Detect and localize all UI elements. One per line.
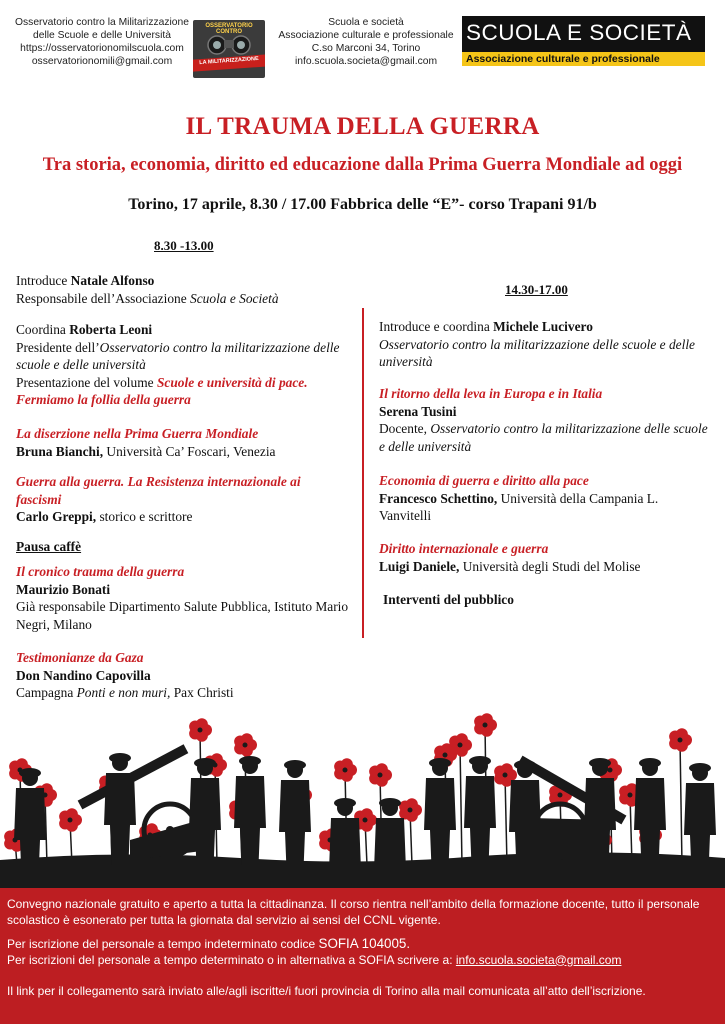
book-prefix: Presentazione del volume bbox=[16, 374, 157, 390]
footer-link-note: Il link per il collegamento sarà inviato alle/agli iscritte/i fuori provincia di Torino alla mail comunicata all’atto dell’iscrizione. bbox=[7, 984, 646, 998]
logo-name: SCUOLA E SOCIETÀ bbox=[466, 20, 692, 45]
logo-tagline: Associazione culturale e professionale bbox=[466, 53, 660, 65]
talk-title: Diritto internazionale e guerra bbox=[379, 541, 549, 556]
talk-title: Guerra alla guerra. La Resistenza internazionale ai fascismi bbox=[16, 474, 301, 507]
talk-affiliation: Università della Campania L. Vanvitelli bbox=[379, 490, 659, 523]
footer-info: Convegno nazionale gratuito e aperto a tutta la cittadinanza. Il corso rientra nell’ambito della formazione docente, tutto il personale scolastico è esonerato per tutta la giornata dal servizio ai sensi del CCNL vigente. bbox=[7, 897, 700, 927]
talk-item bbox=[16, 563, 351, 633]
coord-role-observatory: Osservatorio contro la militarizzazione delle scuole e delle università bbox=[16, 339, 340, 372]
talk-title: Economia di guerra e diritto alla pace bbox=[379, 473, 589, 488]
aff-prefix: Docente, bbox=[379, 421, 431, 436]
talk-speaker: Carlo Greppi, bbox=[16, 509, 97, 524]
sofia-prefix: Per iscrizione del personale a tempo indeterminato codice bbox=[7, 937, 319, 951]
intro-prefix: Introduce e coordina bbox=[379, 319, 494, 334]
book-title: Scuole e università di pace. Fermiamo la follia della guerra bbox=[16, 374, 308, 407]
talk-title: Il ritorno della leva in Europa e in Italia bbox=[379, 386, 603, 401]
observatory-website-link[interactable]: https://osservatorionomilscuola.com bbox=[20, 43, 184, 54]
talk-affiliation: storico e scrittore bbox=[96, 509, 193, 524]
footer-banner bbox=[0, 888, 725, 1024]
talk-speaker: Don Nandino Capovilla bbox=[16, 667, 151, 683]
association-contact bbox=[278, 16, 454, 68]
intro-speaker: Natale Alfonso bbox=[70, 273, 155, 288]
public-interventions bbox=[383, 591, 713, 609]
afternoon-session-time: 14.30-17.00 bbox=[505, 282, 568, 297]
association-email-link[interactable]: info.scuola.societa@gmail.com bbox=[294, 56, 438, 67]
talk-affiliation: Università degli Studi del Molise bbox=[459, 558, 641, 574]
observatory-name-2: delle Scuole e delle Università bbox=[33, 30, 171, 41]
talk-title: Il cronico trauma della guerra bbox=[16, 564, 185, 579]
intro-speaker: Michele Lucivero bbox=[493, 319, 593, 334]
observatory-logo bbox=[193, 20, 265, 78]
sofia-code: SOFIA 104005. bbox=[318, 936, 411, 951]
coord-prefix: Coordina bbox=[16, 322, 70, 337]
observatory-logo-band-text: LA MILITARIZZAZIONE bbox=[199, 55, 259, 67]
talk-affiliation: Università Ca’ Foscari, Venezia bbox=[103, 443, 276, 459]
observatory-name: Osservatorio contro la Militarizzazione bbox=[15, 17, 189, 28]
talk-title: Testimonianze da Gaza bbox=[16, 650, 144, 665]
talk-item bbox=[16, 425, 356, 460]
event-date-location: Torino, 17 aprile, 8.30 / 17.00 Fabbrica delle “E”- corso Trapani 91/b bbox=[128, 196, 597, 213]
intro-prefix: Introduce bbox=[16, 273, 71, 288]
ground-silhouette bbox=[0, 852, 725, 888]
aff-observatory: Osservatorio contro la militarizzazione delle scuole e delle università bbox=[379, 421, 708, 454]
association-address: C.so Marconi 34, Torino bbox=[311, 43, 421, 54]
page-title: IL TRAUMA DELLA GUERRA bbox=[185, 113, 540, 140]
talk-speaker: Francesco Schettino, bbox=[379, 490, 498, 506]
talk-item bbox=[379, 385, 709, 455]
public-interventions-label: Interventi del pubblico bbox=[383, 592, 514, 607]
coord-role: Presidente dell’ bbox=[16, 339, 100, 355]
registration-email-link[interactable]: info.scuola.societa@gmail.com bbox=[455, 952, 622, 967]
talk-item bbox=[379, 540, 709, 575]
talk-affiliation: Già responsabile Dipartimento Salute Pubblica, Istituto Mario Negri, Milano bbox=[16, 599, 349, 632]
talk-speaker: Maurizio Bonati bbox=[16, 581, 111, 597]
morning-coordination bbox=[16, 321, 351, 409]
aff-prefix: Campagna bbox=[16, 685, 77, 700]
talk-item bbox=[16, 473, 336, 526]
association-name: Scuola e società bbox=[328, 17, 404, 28]
scuola-societa-logo bbox=[462, 16, 705, 66]
talk-speaker: Serena Tusini bbox=[379, 403, 457, 419]
observatory-email-link[interactable]: osservatorionomili@gmail.com bbox=[31, 56, 173, 67]
aff-suffix: Pax Christi bbox=[170, 685, 234, 700]
aff-campaign: Ponti e non muri, bbox=[76, 685, 171, 700]
talk-speaker: Bruna Bianchi, bbox=[16, 443, 104, 459]
talk-title: La diserzione nella Prima Guerra Mondiale bbox=[16, 426, 259, 441]
afternoon-intro bbox=[379, 318, 709, 371]
mail-prefix: Per iscrizioni del personale a tempo determinato o in alternativa a SOFIA scrivere a: bbox=[7, 952, 456, 967]
association-type: Associazione culturale e professionale bbox=[278, 30, 454, 41]
column-divider bbox=[362, 308, 364, 638]
morning-session-time: 8.30 -13.00 bbox=[154, 238, 214, 253]
intro-role: Responsabile dell’Associazione bbox=[16, 290, 191, 306]
coord-speaker: Roberta Leoni bbox=[69, 322, 153, 337]
talk-item bbox=[379, 472, 709, 525]
intro-role: Osservatorio contro la militarizzazione delle scuole e delle università bbox=[379, 336, 696, 369]
footer-registration bbox=[7, 936, 721, 968]
talk-speaker: Luigi Daniele, bbox=[379, 558, 460, 574]
page-subtitle: Tra storia, economia, diritto ed educazione dalla Prima Guerra Mondiale ad oggi bbox=[42, 155, 683, 175]
soldiers-flowers-illustration bbox=[0, 700, 725, 888]
coffee-break-label: Pausa caffè bbox=[16, 539, 82, 554]
intro-role-assoc: Scuola e Società bbox=[190, 290, 279, 306]
talk-item bbox=[16, 649, 356, 702]
observatory-contact bbox=[14, 16, 190, 68]
observatory-logo-top-text: OSSERVATORIO CONTRO bbox=[205, 23, 253, 35]
coffee-break bbox=[16, 538, 81, 556]
morning-intro bbox=[16, 272, 356, 307]
